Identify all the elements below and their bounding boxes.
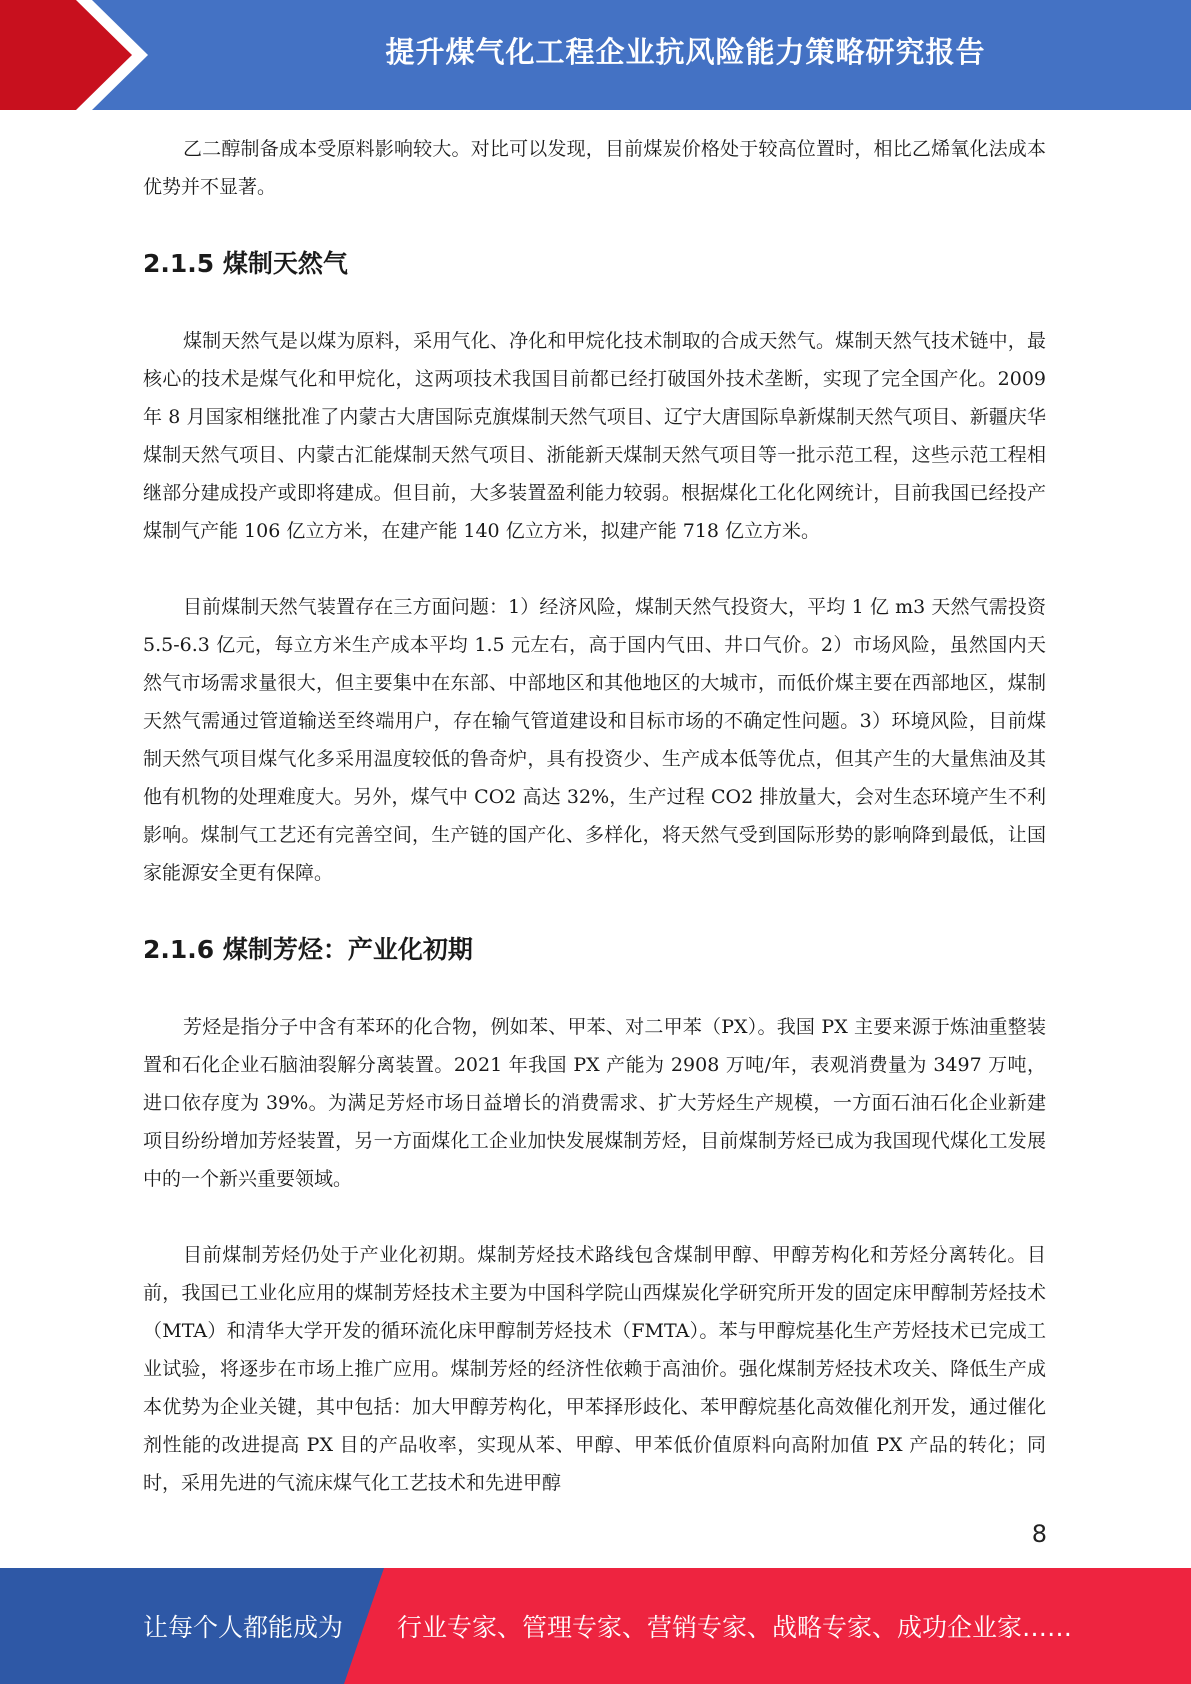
page-header: [0, 0, 1191, 110]
paragraph-aromatics: 芳烃是指分子中含有苯环的化合物，例如苯、甲苯、对二甲苯（PX）。我国 PX 主要来源于炼油重整装置和石化企业石脑油裂解分离装置。2021 年我国 PX 产能为 2908 万吨/年，表观消费量为 3497 万吨，进口依存度为 39%。为满足芳烃市场日益增长的消费需求、扩大芳烃生产规模，一方面石油石化企业新建项目纷纷增加芳烃装置，另一方面煤化工企业加快发展煤制芳烃，目前煤制芳烃已成为我国现代煤化工发展中的一个新兴重要领域。: [143, 1016, 1046, 1190]
paragraph-intro: 乙二醇制备成本受原料影响较大。对比可以发现，目前煤炭价格处于较高位置时，相比乙烯氧化法成本优势并不显著。: [143, 138, 1046, 198]
paragraph-aromatics-stage: 目前煤制芳烃仍处于产业化初期。煤制芳烃技术路线包含煤制甲醇、甲醇芳构化和芳烃分离转化。目前，我国已工业化应用的煤制芳烃技术主要为中国科学院山西煤炭化学研究所开发的固定床甲醇制芳烃技术（MTA）和清华大学开发的循环流化床甲醇制芳烃技术（FMTA）。苯与甲醇烷基化生产芳烃技术已完成工业试验，将逐步在市场上推广应用。煤制芳烃的经济性依赖于高油价。强化煤制芳烃技术攻关、降低生产成本优势为企业关键，其中包括：加大甲醇芳构化，甲苯择形歧化、苯甲醇烷基化高效催化剂开发，通过催化剂性能的改进提高 PX 目的产品收率，实现从苯、甲醇、甲苯低价值原料向高附加值 PX 产品的转化；同时，采用先进的气流床煤气化工艺技术和先进甲醇: [143, 1244, 1046, 1494]
footer-slogan-right: 行业专家、管理专家、营销专家、战略专家、成功企业家……: [397, 1613, 1073, 1642]
section-heading-2-1-6: 2.1.6 煤制芳烃：产业化初期: [143, 935, 473, 964]
report-title: 提升煤气化工程企业抗风险能力策略研究报告: [385, 34, 986, 69]
footer-slogan-left: 让每个人都能成为: [143, 1613, 344, 1642]
page-footer: [0, 1568, 1191, 1684]
paragraph-coal-to-gas: 煤制天然气是以煤为原料，采用气化、净化和甲烷化技术制取的合成天然气。煤制天然气技术链中，最核心的技术是煤气化和甲烷化，这两项技术我国目前都已经打破国外技术垄断，实现了完全国产化。2009 年 8 月国家相继批准了内蒙古大唐国际克旗煤制天然气项目、辽宁大唐国际阜新煤制天然气项目、新疆庆华煤制天然气项目、内蒙古汇能煤制天然气项目、浙能新天煤制天然气项目等一批示范工程，这些示范工程相继部分建成投产或即将建成。但目前，大多装置盈利能力较弱。根据煤化工化化网统计，目前我国已经投产煤制气产能 106 亿立方米，在建产能 140 亿立方米，拟建产能 718 亿立方米。: [143, 330, 1046, 542]
page-number: 8: [1031, 1520, 1047, 1548]
document-body: [143, 130, 1046, 1502]
header-arrow-decoration: [0, 0, 150, 110]
paragraph-coal-to-gas-issues: 目前煤制天然气装置存在三方面问题：1）经济风险，煤制天然气投资大，平均 1 亿 m3 天然气需投资 5.5-6.3 亿元，每立方米生产成本平均 1.5 元左右，高于国内气田、井口气价。2）市场风险，虽然国内天然气市场需求量很大，但主要集中在东部、中部地区和其他地区的大城市，而低价煤主要在西部地区，煤制天然气需通过管道输送至终端用户，存在输气管道建设和目标市场的不确定性问题。3）环境风险，目前煤制天然气项目煤气化多采用温度较低的鲁奇炉，具有投资少、生产成本低等优点，但其产生的大量焦油及其他有机物的处理难度大。另外，煤气中 CO2 高达 32%，生产过程 CO2 排放量大，会对生态环境产生不利影响。煤制气工艺还有完善空间，生产链的国产化、多样化，将天然气受到国际形势的影响降到最低，让国家能源安全更有保障。: [143, 596, 1046, 884]
section-heading-2-1-5: 2.1.5 煤制天然气: [143, 249, 348, 278]
